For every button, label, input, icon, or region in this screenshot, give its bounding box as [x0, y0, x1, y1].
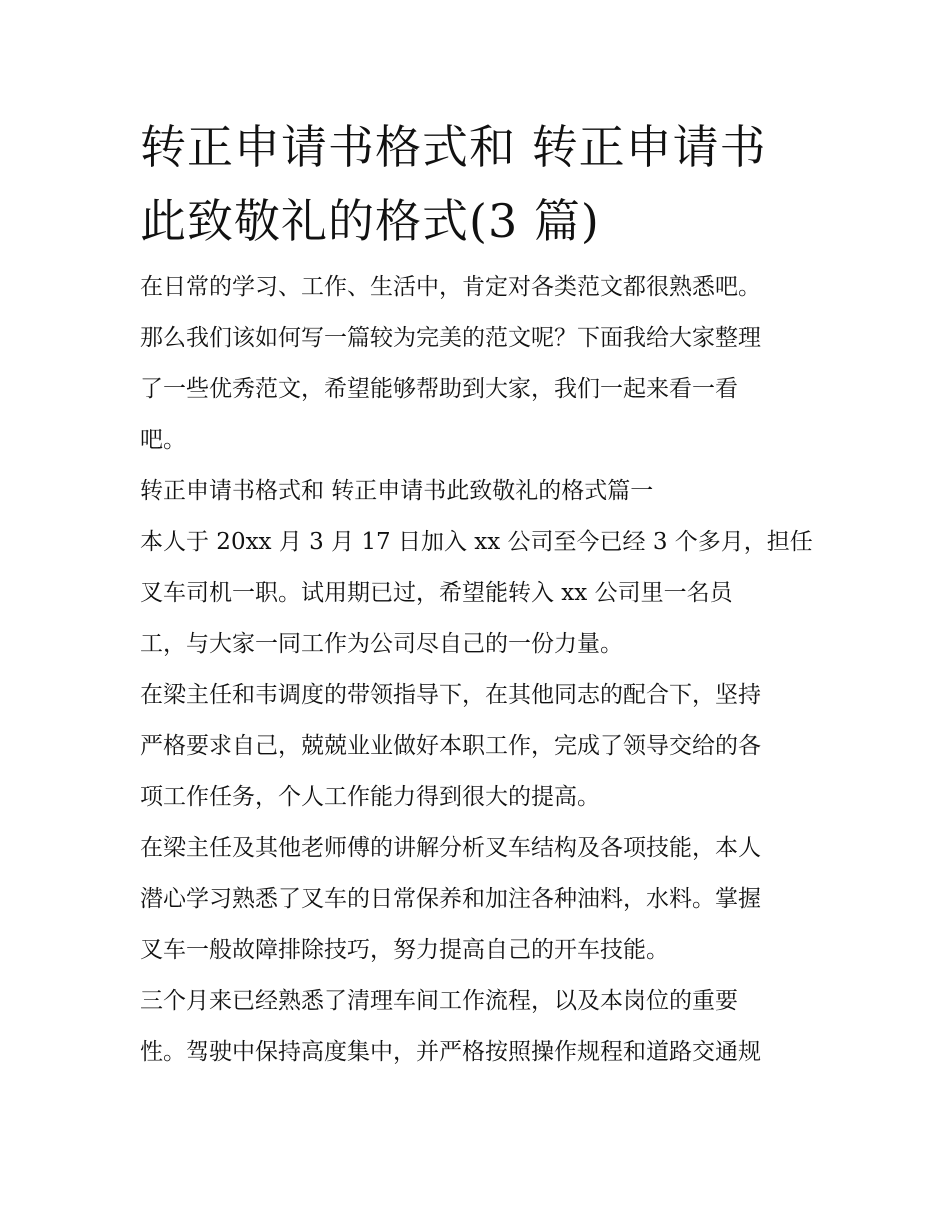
document-title — [140, 110, 820, 258]
body-line: 工，与大家一同工作为公司尽自己的一份力量。 — [140, 631, 623, 657]
body-line: 三个月来已经熟悉了清理车间工作流程，以及本岗位的重要 — [140, 988, 738, 1014]
body-line: 叉车一般故障排除技巧，努力提高自己的开车技能。 — [140, 937, 669, 963]
body-line: 吧。 — [140, 427, 186, 453]
body-line: 叉车司机一职。试用期已过，希望能转入 xx 公司里一名员 — [140, 580, 733, 606]
body-line: 潜心学习熟悉了叉车的日常保养和加注各种油料，水料。掌握 — [140, 886, 761, 912]
body-line: 在日常的学习、工作、生活中，肯定对各类范文都很熟悉吧。 — [140, 274, 761, 300]
section-heading: 转正申请书格式和 转正申请书此致敬礼的格式篇一 — [140, 478, 654, 504]
title-line-1: 转正申请书格式和 转正申请书 — [140, 120, 767, 174]
body-line: 严格要求自己，兢兢业业做好本职工作，完成了领导交给的各 — [140, 733, 761, 759]
body-line: 在梁主任及其他老师傅的讲解分析叉车结构及各项技能，本人 — [140, 835, 761, 861]
title-line-2: 此致敬礼的格式(3 篇) — [140, 194, 600, 248]
document-page — [140, 110, 820, 1078]
body-line: 项工作任务，个人工作能力得到很大的提高。 — [140, 784, 600, 810]
body-line: 性。驾驶中保持高度集中，并严格按照操作规程和道路交通规 — [140, 1039, 761, 1065]
body-line: 那么我们该如何写一篇较为完美的范文呢？下面我给大家整理 — [140, 325, 761, 351]
document-body — [140, 262, 820, 1078]
body-line: 在梁主任和韦调度的带领指导下，在其他同志的配合下，坚持 — [140, 682, 761, 708]
body-line: 本人于 20xx 月 3 月 17 日加入 xx 公司至今已经 3 个多月，担任 — [140, 529, 813, 555]
body-line: 了一些优秀范文，希望能够帮助到大家，我们一起来看一看 — [140, 376, 738, 402]
